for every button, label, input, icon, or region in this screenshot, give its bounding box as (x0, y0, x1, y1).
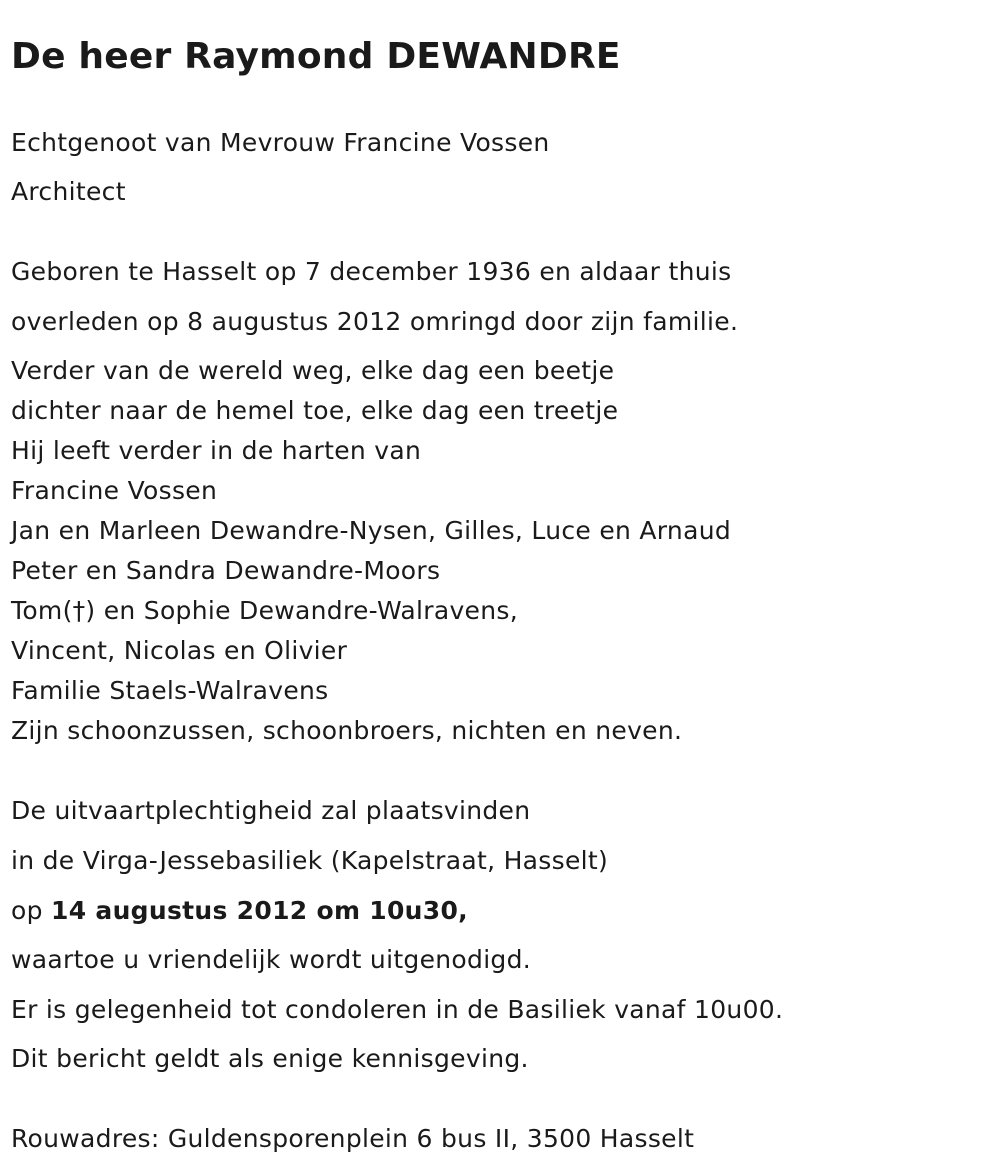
page-title: De heer Raymond DEWANDRE (11, 36, 621, 77)
survivor-line: Vincent, Nicolas en Olivier (11, 636, 348, 665)
notice-line: Dit bericht geldt als enige kennisgeving. (11, 1044, 529, 1073)
funeral-date: 14 augustus 2012 om 10u30, (51, 896, 468, 925)
invitation-line: waartoe u vriendelijk wordt uitgenodigd. (11, 945, 532, 974)
survivor-line: Tom(†) en Sophie Dewandre-Walravens, (11, 596, 518, 625)
spouse-line: Echtgenoot van Mevrouw Francine Vossen (11, 128, 550, 157)
poem-line: Verder van de wereld weg, elke dag een beetje (11, 356, 615, 385)
survivors-intro: Hij leeft verder in de harten van (11, 436, 422, 465)
funeral-line: De uitvaartplechtigheid zal plaatsvinden (11, 796, 531, 825)
survivor-line: Familie Staels-Walravens (11, 676, 329, 705)
birth-line: Geboren te Hasselt op 7 december 1936 en aldaar thuis (11, 257, 732, 286)
condolence-line: Er is gelegenheid tot condoleren in de Basiliek vanaf 10u00. (11, 995, 784, 1024)
survivor-line: Francine Vossen (11, 476, 218, 505)
poem-line: dichter naar de hemel toe, elke dag een treetje (11, 396, 619, 425)
survivor-line: Peter en Sandra Dewandre-Moors (11, 556, 441, 585)
death-line: overleden op 8 augustus 2012 omringd door zijn familie. (11, 307, 739, 336)
address-line: Rouwadres: Guldensporenplein 6 bus II, 3500 Hasselt (11, 1124, 695, 1153)
funeral-location: in de Virga-Jessebasiliek (Kapelstraat, Hasselt) (11, 846, 609, 875)
survivor-line: Zijn schoonzussen, schoonbroers, nichten en neven. (11, 716, 683, 745)
funeral-date-prefix: op (11, 896, 52, 925)
profession-line: Architect (11, 177, 126, 206)
survivor-line: Jan en Marleen Dewandre-Nysen, Gilles, Luce en Arnaud (11, 516, 732, 545)
funeral-date-line (11, 895, 468, 927)
